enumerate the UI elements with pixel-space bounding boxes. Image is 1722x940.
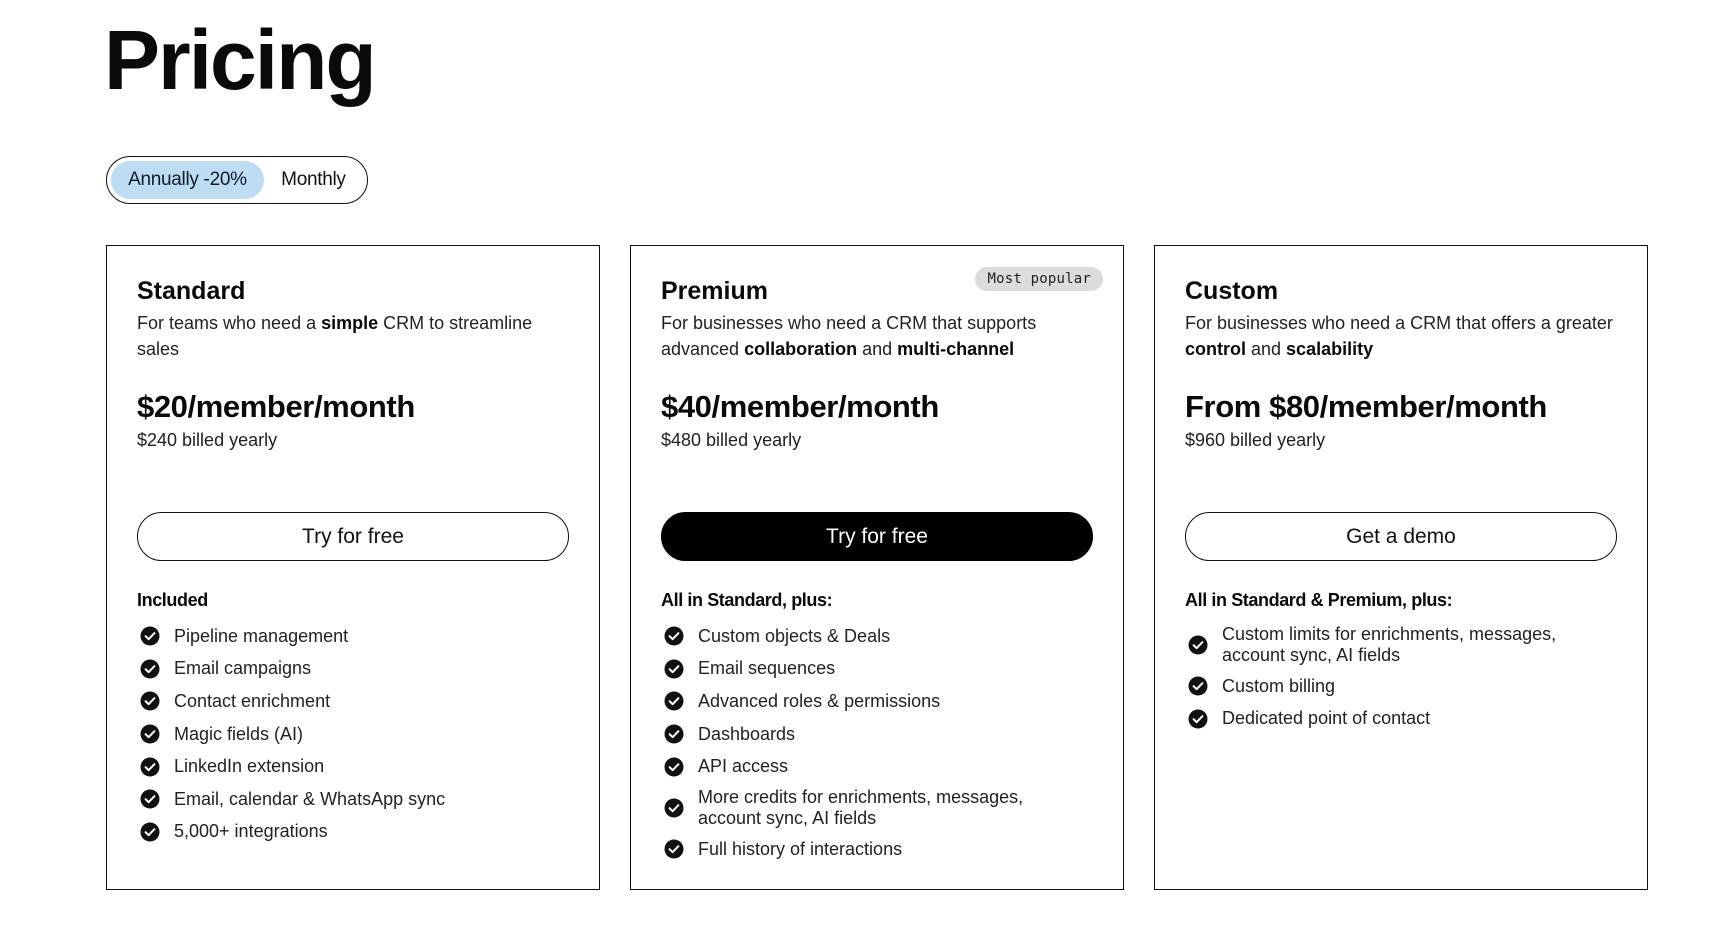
features-heading: All in Standard, plus:: [661, 590, 833, 610]
feature-label: LinkedIn extension: [174, 756, 325, 777]
check-circle-icon: [1188, 635, 1208, 655]
plan-card-custom: [1154, 245, 1648, 890]
plan-description-emphasis: multi-channel: [897, 339, 1015, 359]
feature-label: Dashboards: [698, 723, 796, 744]
feature-label: Email, calendar & WhatsApp sync: [174, 788, 446, 809]
feature-item: [661, 620, 1099, 653]
plan-description-text: For businesses who need a CRM that supports advanced: [661, 313, 1037, 359]
check-circle-icon: [1188, 676, 1208, 696]
plan-description-emphasis: simple: [321, 313, 379, 333]
get-a-demo-button[interactable]: Get a demo: [1185, 512, 1617, 561]
plan-name: Premium: [661, 277, 768, 305]
plan-description-text: For teams who need a: [137, 313, 322, 333]
feature-label: Email campaigns: [174, 658, 312, 679]
feature-label: Magic fields (AI): [174, 723, 304, 744]
check-circle-icon: [140, 691, 160, 711]
feature-item: [137, 783, 575, 816]
plan-description-text: CRM to streamline sales: [137, 313, 533, 359]
feature-label: Dedicated point of contact: [1222, 708, 1431, 729]
billing-period-toggle[interactable]: [106, 156, 368, 204]
plan-price: $20/member/month: [137, 389, 415, 424]
plan-price: $40/member/month: [661, 389, 939, 424]
feature-label: Custom billing: [1222, 675, 1336, 696]
check-circle-icon: [140, 659, 160, 679]
feature-item: [137, 620, 575, 653]
check-circle-icon: [664, 724, 684, 744]
feature-label: More credits for enrichments, messages, account sync, AI fields: [698, 786, 1024, 828]
plan-name: Standard: [137, 277, 246, 305]
feature-label: Advanced roles & permissions: [698, 690, 941, 711]
plan-description: [1185, 310, 1617, 362]
feature-label: Custom objects & Deals: [698, 625, 891, 646]
feature-item: [661, 685, 1099, 718]
feature-item: [661, 833, 1099, 866]
feature-item: [661, 718, 1099, 751]
plan-description-text: For businesses who need a CRM that offers a greater: [1185, 313, 1613, 333]
plan-description-emphasis: collaboration: [744, 339, 858, 359]
feature-item: [137, 750, 575, 783]
check-circle-icon: [664, 798, 684, 818]
toggle-annually[interactable]: Annually -20%: [111, 161, 264, 199]
feature-label: Custom limits for enrichments, messages, account sync, AI fields: [1222, 624, 1557, 665]
feature-item: [137, 653, 575, 686]
feature-item: [1185, 620, 1623, 670]
check-circle-icon: [140, 822, 160, 842]
plan-card-standard: [106, 245, 600, 890]
feature-item: [661, 783, 1099, 833]
feature-item: [137, 685, 575, 718]
check-circle-icon: [1188, 709, 1208, 729]
feature-item: [661, 653, 1099, 686]
feature-label: Full history of interactions: [698, 838, 903, 859]
feature-label: API access: [698, 756, 789, 777]
try-for-free-button[interactable]: Try for free: [661, 512, 1093, 561]
check-circle-icon: [664, 757, 684, 777]
plan-description-text: and: [857, 339, 898, 359]
feature-item: [137, 816, 575, 849]
plan-name: Custom: [1185, 277, 1279, 305]
check-circle-icon: [140, 789, 160, 809]
check-circle-icon: [664, 626, 684, 646]
most-popular-badge: Most popular: [975, 267, 1103, 291]
check-circle-icon: [664, 659, 684, 679]
feature-label: Contact enrichment: [174, 690, 331, 711]
feature-item: [1185, 670, 1623, 703]
try-for-free-button[interactable]: Try for free: [137, 512, 569, 561]
plan-description-emphasis: scalability: [1286, 339, 1374, 359]
feature-item: [661, 750, 1099, 783]
feature-list: [661, 588, 1099, 866]
check-circle-icon: [140, 724, 160, 744]
check-circle-icon: [140, 757, 160, 777]
feature-item: [137, 718, 575, 751]
plan-description-text: and: [1246, 339, 1287, 359]
feature-item: [1185, 703, 1623, 736]
plan-billed-yearly: $480 billed yearly: [661, 430, 802, 450]
check-circle-icon: [664, 839, 684, 859]
page-title: Pricing: [104, 13, 375, 107]
features-heading: Included: [137, 590, 208, 610]
plan-card-premium: [630, 245, 1124, 890]
plan-price: From $80/member/month: [1185, 389, 1547, 424]
feature-label: Pipeline management: [174, 625, 349, 646]
feature-list: [1185, 588, 1623, 735]
plan-billed-yearly: $240 billed yearly: [137, 430, 278, 450]
feature-label: Email sequences: [698, 658, 836, 679]
check-circle-icon: [140, 626, 160, 646]
plan-description-emphasis: control: [1185, 339, 1246, 359]
features-heading: All in Standard & Premium, plus:: [1185, 590, 1453, 610]
plan-description: [661, 310, 1093, 362]
plan-description: [137, 310, 569, 362]
toggle-monthly[interactable]: Monthly: [281, 169, 346, 190]
feature-label: 5,000+ integrations: [174, 821, 328, 842]
check-circle-icon: [664, 691, 684, 711]
plan-billed-yearly: $960 billed yearly: [1185, 430, 1326, 450]
feature-list: [137, 588, 575, 848]
